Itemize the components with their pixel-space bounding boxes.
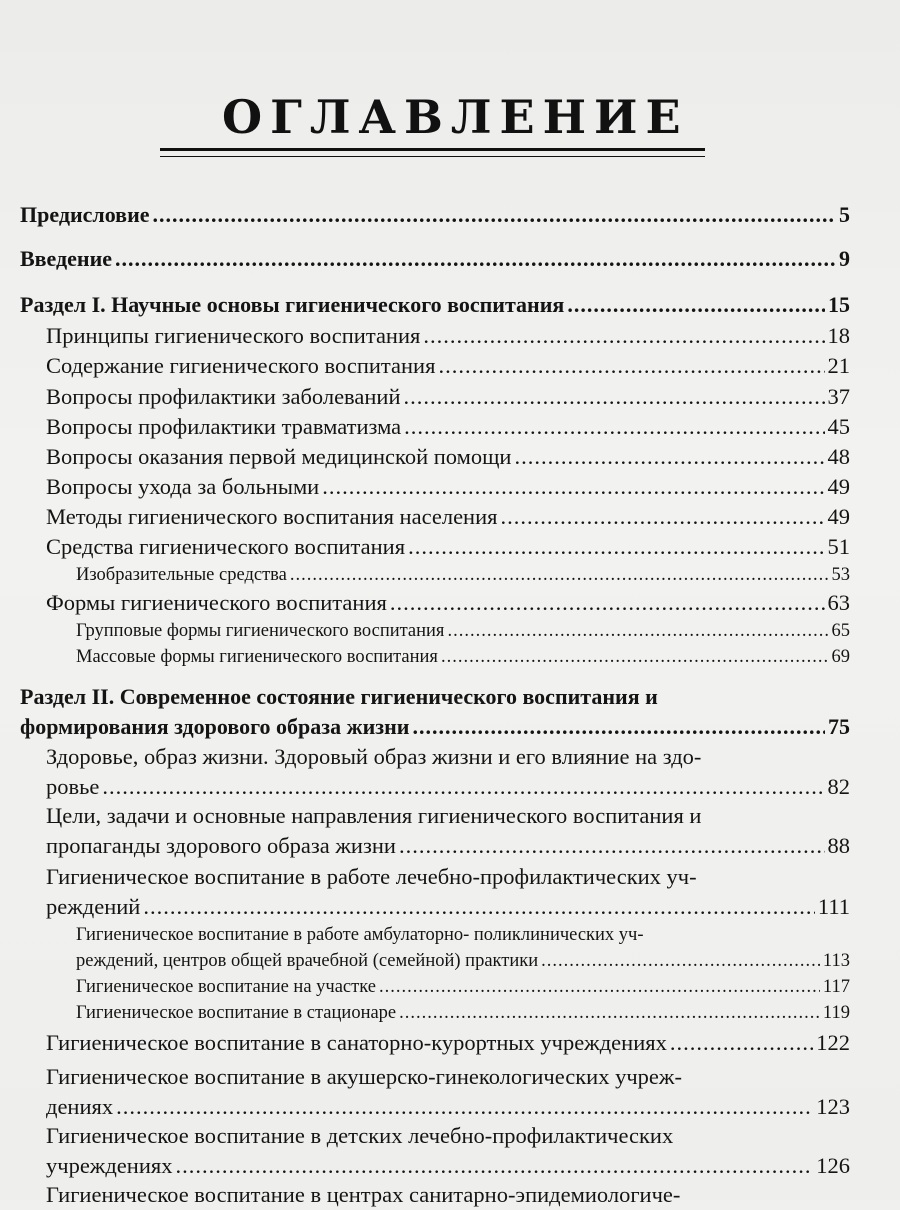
toc-entry [20,1028,850,1058]
toc-entry [20,351,850,381]
toc-entry-title-line1: Здоровье, образ жизни. Здоровый образ жизни и его влияние на здо- [46,744,702,769]
title-rule-thick [160,148,705,151]
toc-entry [20,1062,850,1122]
toc-entry [20,321,850,351]
toc-entry [20,502,850,532]
toc-subentry [20,974,850,1000]
toc-entry-page: 37 [827,384,850,409]
toc-entry-page: 9 [839,246,850,271]
toc-entry-title: Вопросы оказания первой медицинской помощи [46,444,512,469]
toc-entry-page: 18 [827,323,850,348]
toc-entry-title: дениях [46,1094,114,1119]
toc-entry [20,244,850,274]
toc-entry-page: 123 [816,1094,850,1119]
toc-entry-title: Раздел I. Научные основы гигиенического воспитания [20,292,565,317]
toc-entry [20,1121,850,1181]
toc-entry [20,412,850,442]
toc-subentry [20,1000,850,1026]
toc-subentry [20,560,850,590]
toc-entry-title: Гигиеническое воспитание в санаторно-курортных учреждениях [46,1030,667,1055]
toc-entry [20,742,850,802]
toc-entry [20,588,850,618]
toc-entry-page: 5 [839,202,850,227]
toc-entry-page: 48 [827,444,850,469]
toc-entry-page: 15 [828,292,850,317]
toc-entry-title: Предисловие [20,202,150,227]
toc-entry-page: 119 [822,1003,850,1023]
toc-entry-page: 88 [827,833,850,858]
toc-entry-title: реждений [46,894,141,919]
toc-entry-page: 111 [817,894,850,919]
toc-entry-title: Введение [20,246,113,271]
toc-entry [20,1180,850,1210]
toc-entry-page: 63 [827,590,850,615]
toc-entry-title: Принципы гигиенического воспитания [46,323,421,348]
toc-entry-title: пропаганды здорового образа жизни [46,833,396,858]
toc-entry-page: 21 [827,353,850,378]
toc-entry-page: 82 [827,774,850,799]
toc-entry-title: Вопросы ухода за больными [46,474,320,499]
toc-entry-page: 126 [816,1153,850,1178]
toc-section-heading [20,290,850,320]
toc-entry-page: 49 [827,474,850,499]
toc-entry-title-line1: Гигиеническое воспитание в акушерско-гинекологических учреж- [46,1064,682,1089]
toc-entry-title-line1: Гигиеническое воспитание в детских лечебно-профилактических [46,1123,674,1148]
page-title: ОГЛАВЛЕНИЕ [222,90,689,144]
toc-entry-title-line1: Раздел II. Современное состояние гигиенического воспитания и [20,684,658,709]
toc-entry-page: 117 [822,977,850,997]
toc-entry-title: Методы гигиенического воспитания населения [46,504,498,529]
toc-entry-title: Вопросы профилактики травматизма [46,414,402,439]
toc-entry-title-line1: Гигиеническое воспитание в центрах санитарно-эпидемиологиче- [46,1182,681,1207]
toc-entry-page: 75 [828,714,850,739]
toc-entry-page: 113 [822,951,850,971]
toc-subentry [20,922,850,974]
toc-entry [20,862,850,922]
toc-entry-page: 53 [831,565,850,585]
toc-entry-title: ровье [46,774,100,799]
toc-entry-page: 122 [816,1030,850,1055]
toc-entry-title: Содержание гигиенического воспитания [46,353,436,378]
toc-entry-title: Средства гигиенического воспитания [46,534,406,559]
toc-subentry [20,642,850,672]
toc-entry-page: 65 [831,621,850,641]
toc-entry-title: Изобразительные средства [76,565,287,585]
toc-entry-title: Вопросы профилактики заболеваний [46,384,401,409]
toc-section-heading [20,682,850,742]
toc-entry-title: формирования здорового образа жизни [20,714,410,739]
toc-entry [20,532,850,562]
toc-entry-page: 49 [827,504,850,529]
toc-entry-page: 69 [831,647,850,667]
toc-entry-title: Формы гигиенического воспитания [46,590,387,615]
toc-entry [20,382,850,412]
toc-entry [20,801,850,861]
toc-entry-title: Массовые формы гигиенического воспитания [76,647,438,667]
toc-entry-title: реждений, центров общей врачебной (семейной) практики [76,951,539,971]
toc-entry-title-line1: Гигиеническое воспитание в работе лечебно-профилактических уч- [46,864,697,889]
toc-entry [20,200,850,230]
toc-entry [20,442,850,472]
toc-entry-title: Групповые формы гигиенического воспитания [76,621,445,641]
toc-entry-page: 45 [827,414,850,439]
toc-entry [20,472,850,502]
toc-entry-title: учреждениях [46,1153,173,1178]
toc-entry-page: 51 [827,534,850,559]
toc-entry-title: Гигиеническое воспитание на участке [76,977,376,997]
title-rule-thin [160,156,705,157]
toc-entry-title: Гигиеническое воспитание в стационаре [76,1003,397,1023]
toc-entry-title-line1: Гигиеническое воспитание в работе амбулаторно- поликлинических уч- [76,925,644,945]
toc-entry-title-line1: Цели, задачи и основные направления гигиенического воспитания и [46,803,702,828]
